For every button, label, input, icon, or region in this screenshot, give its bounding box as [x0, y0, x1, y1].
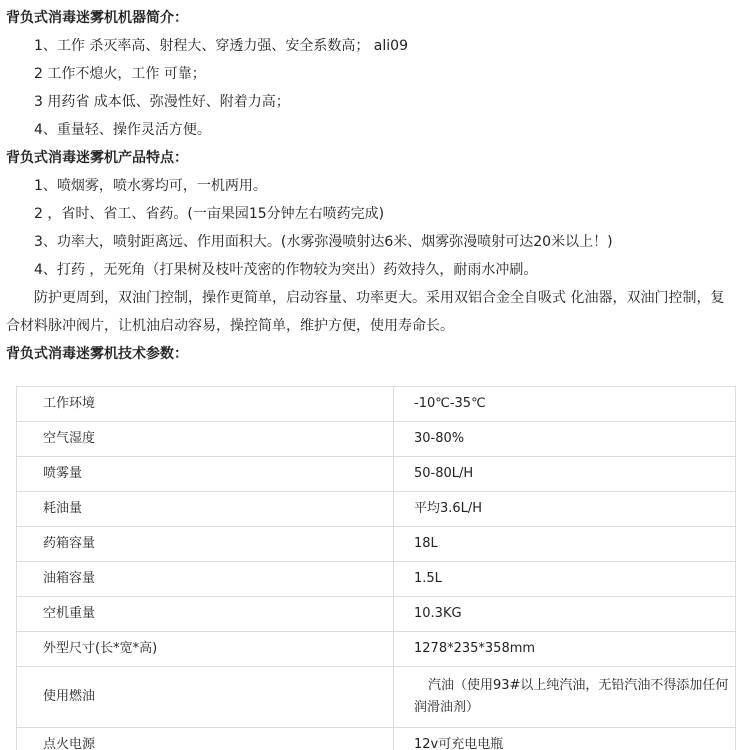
specs-heading: 背负式消毒迷雾机技术参数： [6, 346, 188, 362]
table-row [17, 457, 736, 492]
table-row [17, 387, 736, 422]
intro-item: 4、重量轻、操作灵活方便。 [34, 122, 211, 138]
specs-table [16, 386, 736, 750]
intro-item: 2 工作不熄火，工作 可靠； [34, 66, 206, 82]
feature-item: 2 ，省时、省工、省药。(一亩果园15分钟左右喷药完成) [34, 206, 385, 222]
feature-item: 1、喷烟雾，喷水雾均可，一机两用。 [34, 178, 267, 194]
spec-label: 空机重量 [17, 597, 394, 632]
spec-label: 喷雾量 [17, 457, 394, 492]
spec-label: 工作环境 [17, 387, 394, 422]
intro-heading: 背负式消毒迷雾机机器简介： [6, 10, 188, 26]
table-row [17, 562, 736, 597]
spacer [0, 368, 750, 386]
spec-value: 12v可充电电瓶 [394, 728, 736, 750]
spec-label: 使用燃油 [17, 667, 394, 728]
intro-item: 3 用药省 成本低、弥漫性好、附着力高； [34, 94, 290, 110]
intro-item: 1、工作 杀灭率高、射程大、穿透力强、安全系数高； ali09 [34, 38, 408, 54]
table-row [17, 422, 736, 457]
spec-label: 耗油量 [17, 492, 394, 527]
spec-value: 1.5L [394, 562, 736, 597]
features-heading: 背负式消毒迷雾机产品特点： [6, 150, 188, 166]
table-row [17, 632, 736, 667]
spec-label: 点火电源 [17, 728, 394, 750]
spec-value: -10℃-35℃ [394, 387, 736, 422]
spec-value: 1278*235*358mm [394, 632, 736, 667]
spec-value: 30-80% [394, 422, 736, 457]
spec-value: 汽油（使用93#以上纯汽油，无铅汽油不得添加任何润滑油剂） [394, 667, 736, 728]
spec-value: 平均3.6L/H [394, 492, 736, 527]
feature-item: 3、功率大，喷射距离远、作用面积大。(水雾弥漫喷射达6米、烟雾弥漫喷射可达20米以上！) [34, 234, 613, 250]
table-row [17, 527, 736, 562]
table-row [17, 728, 736, 750]
article-content [0, 0, 750, 368]
spec-value: 18L [394, 527, 736, 562]
spec-value: 50-80L/H [394, 457, 736, 492]
spec-label: 空气湿度 [17, 422, 394, 457]
table-row [17, 492, 736, 527]
table-row [17, 597, 736, 632]
spec-value: 10.3KG [394, 597, 736, 632]
table-row [17, 667, 736, 728]
spec-label: 油箱容量 [17, 562, 394, 597]
feature-item: 4、打药 ，无死角（打果树及枝叶茂密的作物较为突出）药效持久，耐雨水冲刷。 [34, 262, 538, 278]
spec-label: 药箱容量 [17, 527, 394, 562]
features-paragraph: 防护更周到，双油门控制，操作更简单，启动容量、功率更大。采用双铝合金全自吸式 化油器，双油门控制，复合材料脉冲阀片，让机油启动容易，操控简单，维护方便，使用寿命长。 [6, 290, 725, 334]
spec-label: 外型尺寸(长*宽*高) [17, 632, 394, 667]
